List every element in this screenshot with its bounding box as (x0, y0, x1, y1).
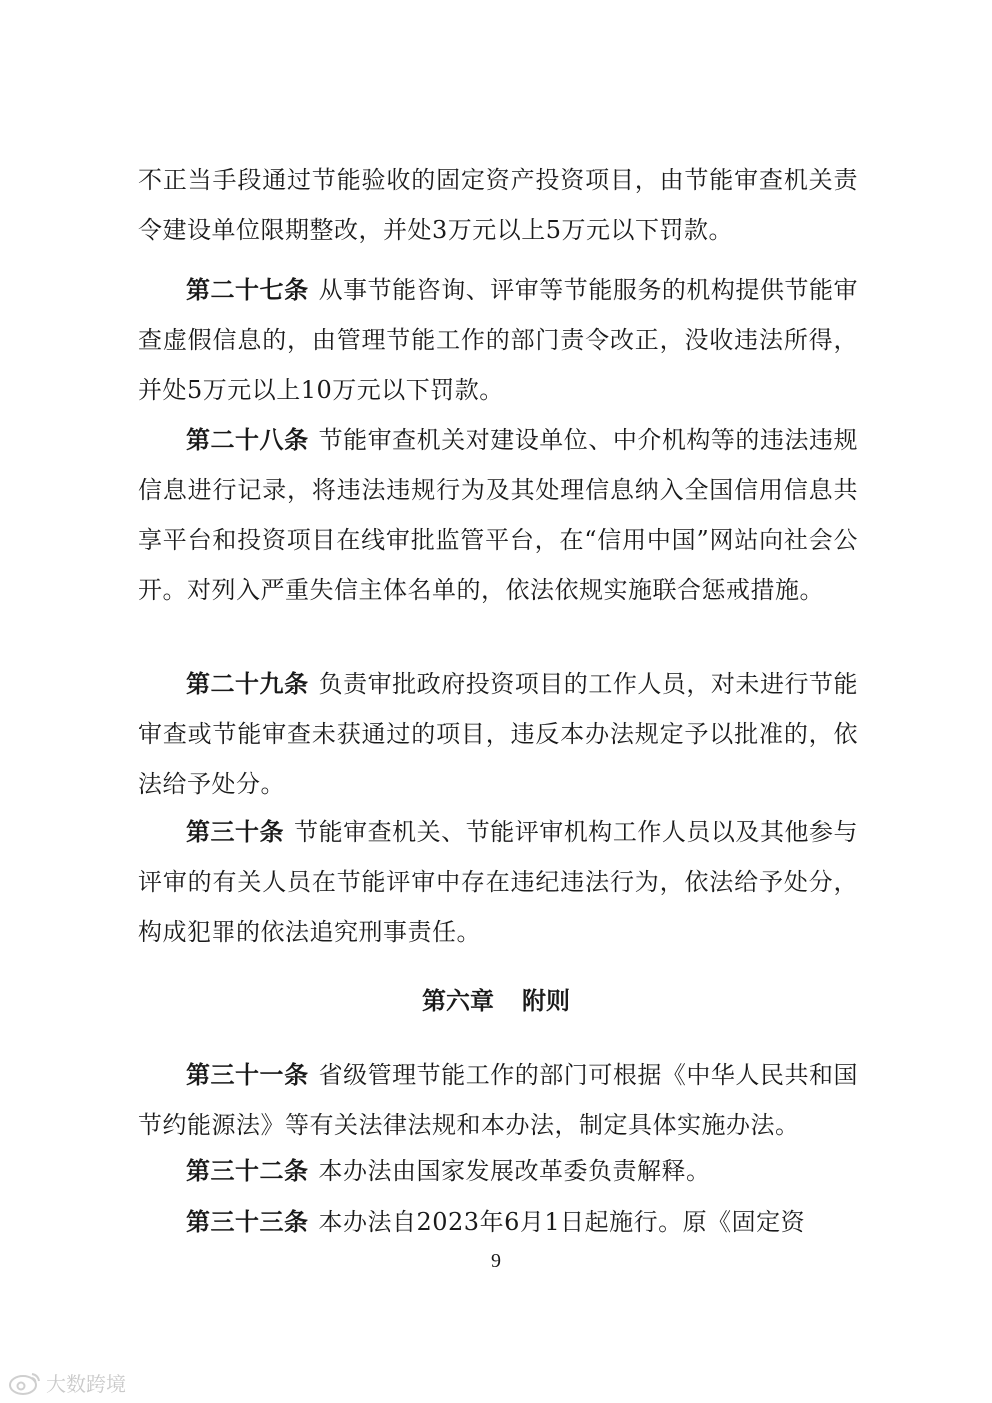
article-text: 本办法由国家发展改革委负责解释。 (318, 1157, 711, 1185)
article-number: 第二十八条 (186, 425, 309, 454)
article-number: 第三十一条 (186, 1060, 309, 1089)
article-28 (138, 415, 858, 615)
watermark-text: 大数跨境 (46, 1372, 126, 1396)
weibo-logo-icon (8, 1370, 42, 1396)
article-30 (138, 807, 858, 957)
article-text: 负责审批政府投资项目的工作人员，对未进行节能审查或节能审查未获通过的项目，违反本办法规定予以批准的，依法给予处分。 (138, 670, 859, 798)
article-31 (138, 1050, 858, 1150)
article-33 (138, 1197, 858, 1247)
article-text: 省级管理节能工作的部门可根据《中华人民共和国节约能源法》等有关法律法规和本办法，制定具体实施办法。 (138, 1061, 859, 1139)
article-text: 节能审查机关、节能评审机构工作人员以及其他参与评审的有关人员在节能评审中存在违纪违法行为，依法给予处分，构成犯罪的依法追究刑事责任。 (138, 818, 858, 946)
article-27 (138, 265, 858, 415)
article-text: 从事节能咨询、评审等节能服务的机构提供节能审查虚假信息的，由管理节能工作的部门责令改正，没收违法所得，并处5万元以上10万元以下罚款。 (138, 276, 859, 404)
paragraph-continuation (138, 155, 858, 255)
article-number: 第三十条 (186, 817, 285, 846)
page-number: 9 (491, 1250, 501, 1272)
article-number: 第二十九条 (186, 669, 309, 698)
watermark (8, 1368, 126, 1397)
chapter-title: 附则 (522, 987, 570, 1015)
article-number: 第二十七条 (186, 275, 309, 304)
article-32 (138, 1146, 858, 1196)
article-number: 第三十二条 (186, 1156, 309, 1185)
article-text: 节能审查机关对建设单位、中介机构等的违法违规信息进行记录，将违法违规行为及其处理信息纳入全国信用信息共享平台和投资项目在线审批监管平台，在“信用中国”网站向社会公开。对列入严重失信主体名单的，依法依规实施联合惩戒措施。 (138, 426, 859, 604)
article-text: 本办法自2023年6月1日起施行。原《固定资 (318, 1208, 806, 1236)
paragraph-text: 不正当手段通过节能验收的固定资产投资项目，由节能审查机关责令建设单位限期整改，并处3万元以上5万元以下罚款。 (138, 166, 858, 244)
chapter-heading (0, 976, 992, 1026)
article-number: 第三十三条 (186, 1207, 309, 1236)
chapter-number: 第六章 (422, 987, 494, 1015)
article-29 (138, 659, 858, 809)
